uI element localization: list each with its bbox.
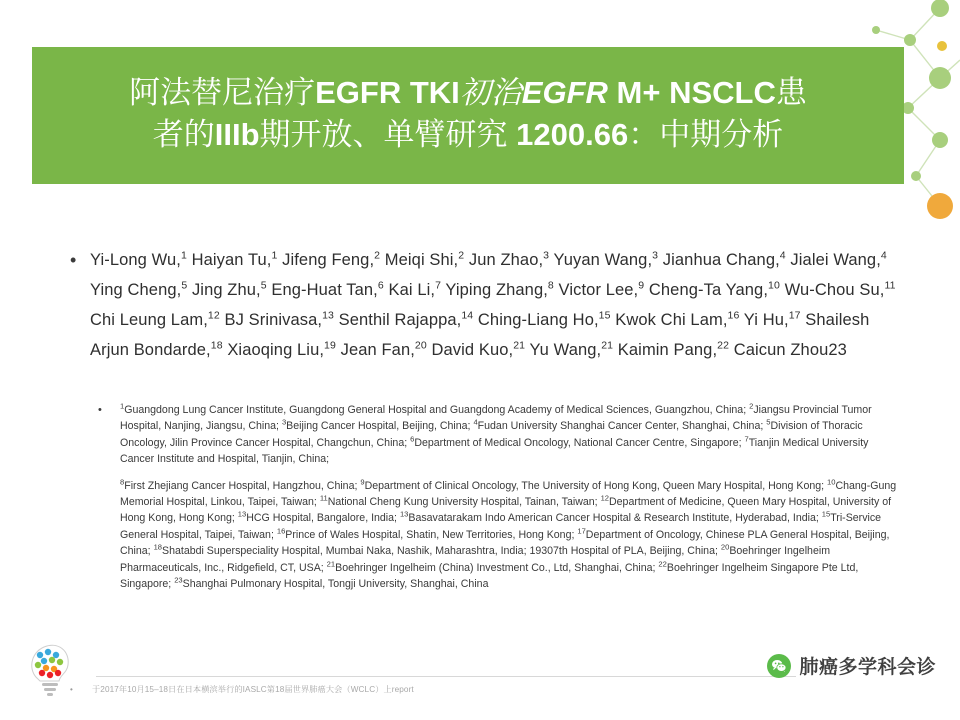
bullet-icon: • [70, 685, 73, 694]
wechat-icon [767, 654, 791, 678]
title-segment: 1200.66 [516, 116, 629, 152]
organization-logo [18, 635, 84, 701]
slide-title-band [32, 47, 904, 184]
bullet-icon: • [98, 404, 102, 416]
title-segment: 阿法替尼治疗 [129, 75, 316, 111]
footer-note [70, 683, 414, 697]
footer-text: 于2017年10月15–18日在日本横滨举行的IASLC第18届世界肺癌大会（WCLC）上report [92, 685, 414, 694]
title-segment: M+ NSCLC [607, 75, 776, 111]
title-segment: EGFR TKI [315, 75, 460, 111]
title-segment: 患 [775, 75, 807, 111]
lightbulb-icon [32, 645, 68, 696]
title-segment: 者的 [152, 116, 215, 152]
title-segment: 初治 [459, 75, 522, 111]
title-segment: 期开放、单臂研究 [259, 116, 517, 152]
brand-name: 肺癌多学科会诊 [799, 657, 936, 678]
page-title [129, 72, 807, 154]
authors-list: Yi-Long Wu,$^1$ Haiyan Tu,$^1$ Jifeng Feng,$^2$ Meiqi Shi,$^2$ Jun Zhao,$^3$ Yuyan Wang,$^3$ Jianhua Chang,$^4$ Jialei Wang,$^4$ Ying Cheng,$^5$ Jing Zhu,$^5$ Eng-Huat Tan,$^6$ Kai Li,$^7$ Yiping Zhang,$^8$ Victor Lee,$^9$ Cheng-Ta Yang,$^{10}$ Wu-Chou Su,$^{11}$ Chi Leung Lam,$^{12}$ BJ Srinivasa,$^{13}$ Senthil Rajappa,$^{14}$ Ching-Liang Ho,$^{15}$ Kwok Chi Lam,$^{16}$ Yi Hu,$^{17}$ Shailesh Arjun Bondarde,$^{18}$ Xiaoqing Liu,$^{19}$ Jean Fan,$^{20}$ David Kuo,$^{21}$ Yu Wang,$^{21}$ Kaimin Pang,$^{22}$ Caicun Zhou23 [90, 249, 896, 359]
brand-mark [767, 652, 936, 679]
title-segment: IIIb [214, 116, 260, 152]
title-segment: ：中期分析 [628, 116, 784, 152]
affiliations-block [98, 402, 898, 592]
affiliations-paragraph: $^8$First Zhejiang Cancer Hospital, Hangzhou, China; $^9$Department of Clinical Oncology, The University of Hong Kong, Queen Mary Hospital, Hong Kong; $^{10}$Chang-Gung Memorial Hospital, Linkou, Taipei, Taiwan; $^{11}$National Cheng Kung University Hospital, Tainan, Taiwan; $^{12}$Department of Medicine, Queen Mary Hospital, University of Hong Kong, Hong Kong; $^{13}$HCG Hospital, Bangalore, India; $^{13}$Basavatarakam Indo American Cancer Hospital & Research Institute, Hyderabad, India; $^{15}$Tri-Service General Hospital, Taipei, Taiwan; $^{16}$Prince of Wales Hospital, Shatin, New Territories, Hong Kong; $^{17}$Department of Oncology, Chinese PLA General Hospital, Beijing, China; $^{18}$Shatabdi Superspeciality Hospital, Mumbai Naka, Nashik, Maharashtra, India; 19307th Hospital of PLA, Beijing, China; $^{20}$Boehringer Ingelheim Pharmaceuticals, Inc., Ridgefield, CT, USA; $^{21}$Boehringer Ingelheim (China) Investment Co., Ltd, Shanghai, China; $^{22}$Boehringer Ingelheim Singapore Pte Ltd, Singapore; $^{23}$Shanghai Pulmonary Hospital, Tongji University, Shanghai, China [120, 477, 897, 591]
bullet-icon: • [70, 250, 77, 270]
affiliations-text [120, 402, 898, 592]
title-segment: EGFR [521, 75, 608, 111]
footer-divider [96, 676, 796, 677]
affiliations-paragraph: $^1$Guangdong Lung Cancer Institute, Guangdong General Hospital and Guangdong Academy of Medical Sciences, Guangzhou, China; $^2$Jiangsu Provincial Tumor Hospital, Nanjing, Jiangsu, China; $^3$Beijing Cancer Hospital, Beijing, China; $^4$Fudan University Shanghai Cancer Center, Shanghai, China; $^5$Division of Thoracic Oncology, Jilin Province Cancer Hospital, Changchun, China; $^6$Department of Medical Oncology, National Cancer Centre, Singapore; $^7$Tianjin Medical University Cancer Institute and Hospital, Tianjin, China; [120, 401, 872, 466]
authors-block [70, 245, 900, 365]
